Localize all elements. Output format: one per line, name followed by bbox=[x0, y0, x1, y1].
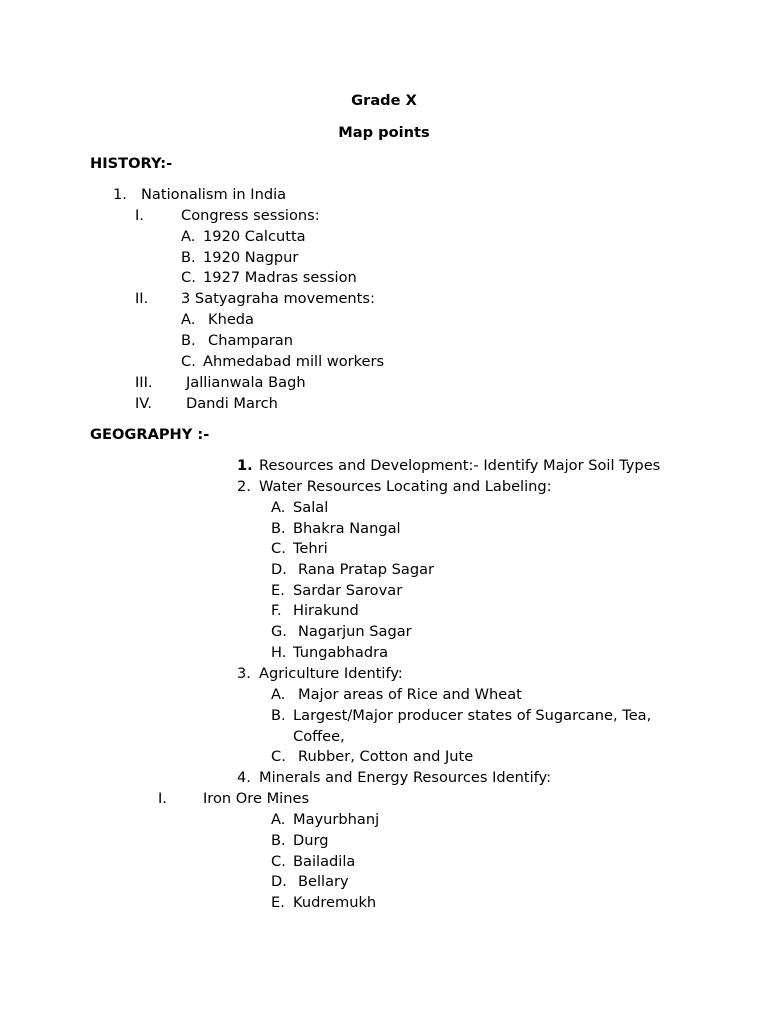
list-item-text: Rubber, Cotton and Jute bbox=[298, 748, 474, 765]
list-item-text: 3 Satyagraha movements: bbox=[181, 290, 375, 307]
list-marker: A. bbox=[181, 311, 196, 328]
list-marker: B. bbox=[271, 832, 286, 849]
list-item-text: Champaran bbox=[208, 332, 293, 349]
list-item-text: Nationalism in India bbox=[141, 186, 287, 203]
list-item-text: Water Resources Locating and Labeling: bbox=[259, 478, 552, 495]
list-item-text: Resources and Development:- Identify Major Soil Types bbox=[259, 457, 661, 474]
list-marker: I. bbox=[135, 207, 144, 224]
list-item-text: Nagarjun Sagar bbox=[298, 623, 412, 640]
list-item-text: Kheda bbox=[208, 311, 255, 328]
list-item-text: Largest/Major producer states of Sugarcane, Tea, bbox=[293, 707, 652, 724]
list-marker: E. bbox=[271, 894, 285, 911]
list-item-text: Hirakund bbox=[293, 602, 359, 619]
document-title: Grade X bbox=[351, 92, 417, 109]
list-marker: D. bbox=[271, 873, 287, 890]
list-item-text-continued: Coffee, bbox=[293, 728, 345, 745]
list-marker: B. bbox=[181, 249, 196, 266]
list-item-text: Tungabhadra bbox=[293, 644, 389, 661]
list-item-text: Rana Pratap Sagar bbox=[298, 561, 435, 578]
list-item-text: Bailadila bbox=[293, 853, 356, 870]
list-item-text: Major areas of Rice and Wheat bbox=[298, 686, 522, 703]
list-marker: 4. bbox=[237, 769, 251, 786]
document-subtitle: Map points bbox=[338, 124, 430, 141]
list-marker: C. bbox=[271, 853, 286, 870]
list-marker: 2. bbox=[237, 478, 251, 495]
list-marker: C. bbox=[181, 269, 196, 286]
list-marker: B. bbox=[271, 520, 286, 537]
list-item-text: Ahmedabad mill workers bbox=[203, 353, 385, 370]
list-item-text: Jallianwala Bagh bbox=[186, 374, 306, 391]
list-item-text: Dandi March bbox=[186, 395, 278, 412]
list-marker: B. bbox=[181, 332, 196, 349]
list-marker: C. bbox=[271, 540, 286, 557]
list-marker: B. bbox=[271, 707, 286, 724]
list-marker: F. bbox=[271, 602, 282, 619]
list-marker: A. bbox=[271, 499, 286, 516]
list-item-text: Minerals and Energy Resources Identify: bbox=[259, 769, 552, 786]
list-marker: H. bbox=[271, 644, 287, 661]
list-item-text: 1920 Nagpur bbox=[203, 249, 299, 266]
list-item-text: Congress sessions: bbox=[181, 207, 320, 224]
list-item-text: Agriculture Identify: bbox=[259, 665, 403, 682]
list-marker: II. bbox=[135, 290, 149, 307]
list-marker: C. bbox=[181, 353, 196, 370]
list-item-text: Kudremukh bbox=[293, 894, 377, 911]
list-marker: I. bbox=[158, 790, 167, 807]
list-item-text: Durg bbox=[293, 832, 329, 849]
list-marker: E. bbox=[271, 582, 285, 599]
list-marker: III. bbox=[135, 374, 153, 391]
list-marker: 3. bbox=[237, 665, 251, 682]
list-marker: A. bbox=[181, 228, 196, 245]
geography-heading: GEOGRAPHY :- bbox=[90, 426, 210, 443]
list-item-text: Salal bbox=[293, 499, 329, 516]
list-marker: G. bbox=[271, 623, 287, 640]
list-marker: D. bbox=[271, 561, 287, 578]
list-item-text: Iron Ore Mines bbox=[203, 790, 310, 807]
list-marker: A. bbox=[271, 811, 286, 828]
list-item-text: 1927 Madras session bbox=[203, 269, 357, 286]
list-item-text: 1920 Calcutta bbox=[203, 228, 306, 245]
list-item-text: Bhakra Nangal bbox=[293, 520, 401, 537]
list-marker: A. bbox=[271, 686, 286, 703]
list-marker: 1. bbox=[113, 186, 127, 203]
history-heading: HISTORY:- bbox=[90, 155, 173, 172]
list-marker: 1. bbox=[237, 457, 253, 474]
list-marker: IV. bbox=[135, 395, 153, 412]
list-marker: C. bbox=[271, 748, 286, 765]
list-item-text: Sardar Sarovar bbox=[293, 582, 403, 599]
list-item-text: Mayurbhanj bbox=[293, 811, 380, 828]
list-item-text: Tehri bbox=[293, 540, 328, 557]
list-item-text: Bellary bbox=[298, 873, 349, 890]
